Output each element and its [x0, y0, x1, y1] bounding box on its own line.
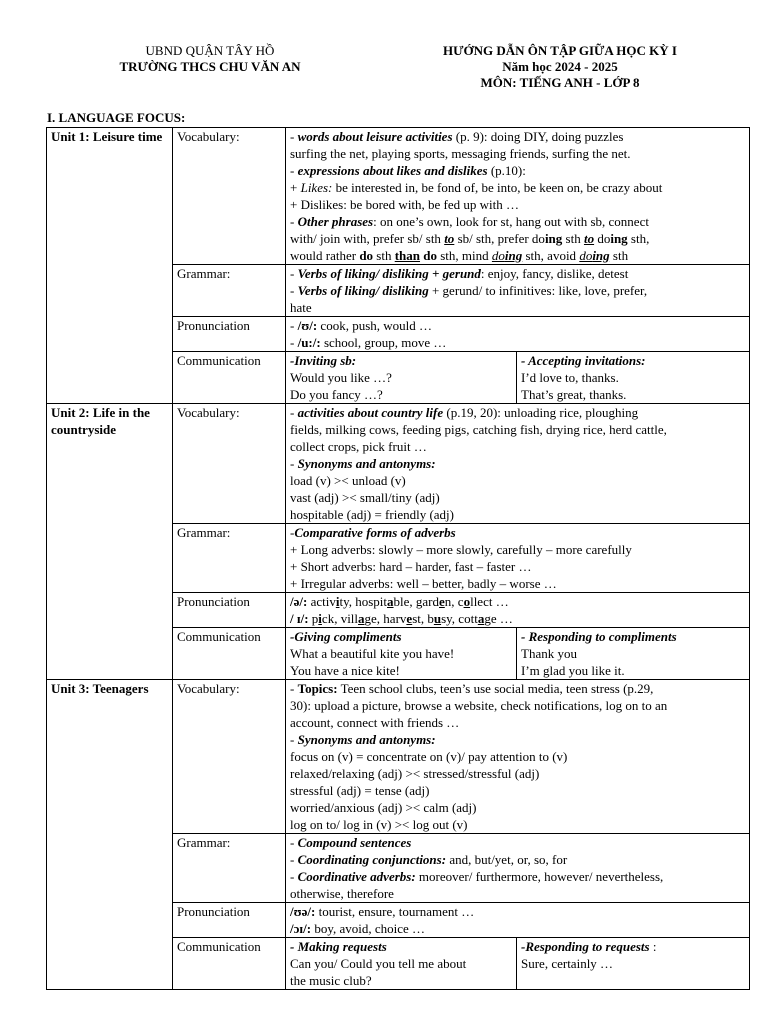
table-row — [47, 404, 750, 524]
communication-content — [286, 352, 750, 404]
unit-name: Unit 1: Leisure time — [47, 128, 173, 404]
category-label: Pronunciation — [173, 903, 286, 938]
district-name: UBND QUẬN TÂY HỒ — [145, 43, 275, 58]
vocabulary-content: - words about leisure activities (p. 9): doing DIY, doing puzzles surfing the net, playing sports, messaging friends, surfing the net. - expressions about likes and dislikes (p.10): + Likes: be interested in, be fond of, be into, be keen on, be crazy about + Dislikes: be bored with, be fed up with … - Other phrases: on one’s own, look for st, hang out with sb, connect with/ join with, prefer sb/ sth to sb/ sth, prefer doing sth to doing sth, would rather do sth than do sth, mind doing sth, avoid doing sth — [286, 128, 750, 265]
grammar-content: -Comparative forms of adverbs + Long adverbs: slowly – more slowly, carefully – more carefully + Short adverbs: hard – harder, fast – faster … + Irregular adverbs: well – better, badly – worse … — [286, 524, 750, 593]
communication-right: - Accepting invitations: I’d love to, thanks. That’s great, thanks. — [521, 353, 646, 402]
category-label: Pronunciation — [173, 317, 286, 352]
pronunciation-content: /ə/: activity, hospitable, garden, collect … / ɪ/: pick, village, harvest, busy, cottage … — [286, 593, 750, 628]
table-row — [47, 128, 750, 265]
school-header — [60, 43, 360, 75]
category-label: Vocabulary: — [173, 404, 286, 524]
vocabulary-content: - activities about country life (p.19, 20): unloading rice, ploughing fields, milking cows, feeding pigs, catching fish, drying rice, herd cattle, collect crops, pick fruit … - Synonyms and antonyms: load (v) >< unload (v) vast (adj) >< small/tiny (adj) hospitable (adj) = friendly (adj) — [286, 404, 750, 524]
category-label: Vocabulary: — [173, 128, 286, 265]
school-year: Năm học 2024 - 2025 — [502, 59, 618, 74]
category-label: Pronunciation — [173, 593, 286, 628]
category-label: Vocabulary: — [173, 680, 286, 834]
category-label: Communication — [173, 938, 286, 990]
communication-left: - Making requests Can you/ Could you tell me about the music club? — [290, 938, 517, 989]
grammar-content: - Compound sentences - Coordinating conjunctions: and, but/yet, or, so, for - Coordinative adverbs: moreover/ furthermore, however/ nevertheless, otherwise, therefore — [286, 834, 750, 903]
communication-right: -Responding to requests : Sure, certainly … — [521, 939, 657, 971]
school-name: TRƯỜNG THCS CHU VĂN AN — [119, 59, 301, 74]
communication-left: -Inviting sb: Would you like …? Do you fancy …? — [290, 352, 517, 403]
communication-content — [286, 938, 750, 990]
unit-name: Unit 2: Life in the countryside — [47, 404, 173, 680]
pronunciation-content: - /ʊ/: cook, push, would … - /u:/: school, group, move … — [286, 317, 750, 352]
pronunciation-content: /ʊə/: tourist, ensure, tournament … /ɔɪ/: boy, avoid, choice … — [286, 903, 750, 938]
category-label: Grammar: — [173, 524, 286, 593]
unit-name: Unit 3: Teenagers — [47, 680, 173, 990]
grammar-content: - Verbs of liking/ disliking + gerund: enjoy, fancy, dislike, detest - Verbs of liking/ disliking + gerund/ to infinitives: like, love, prefer, hate — [286, 265, 750, 317]
category-label: Grammar: — [173, 834, 286, 903]
subject-grade: MÔN: TIẾNG ANH - LỚP 8 — [480, 75, 640, 90]
vocabulary-content: - Topics: Teen school clubs, teen’s use social media, teen stress (p.29, 30): upload a picture, browse a website, check notifications, log on to an account, connect with friends … - Synonyms and antonyms: focus on (v) = concentrate on (v)/ pay attention to (v) relaxed/relaxing (adj) >< stressed/stressful (adj) stressful (adj) = tense (adj) worried/anxious (adj) >< calm (adj) log on to/ log in (v) >< log out (v) — [286, 680, 750, 834]
communication-right: - Responding to compliments Thank you I’m glad you like it. — [521, 629, 677, 678]
category-label: Grammar: — [173, 265, 286, 317]
communication-content — [286, 628, 750, 680]
document-title: HƯỚNG DẪN ÔN TẬP GIỮA HỌC KỲ I — [443, 43, 677, 58]
document-header — [400, 43, 720, 91]
communication-left: -Giving compliments What a beautiful kite you have! You have a nice kite! — [290, 628, 517, 679]
table-row — [47, 680, 750, 834]
section-title: I. LANGUAGE FOCUS: — [47, 110, 186, 125]
category-label: Communication — [173, 628, 286, 680]
language-focus-table — [46, 127, 750, 990]
category-label: Communication — [173, 352, 286, 404]
